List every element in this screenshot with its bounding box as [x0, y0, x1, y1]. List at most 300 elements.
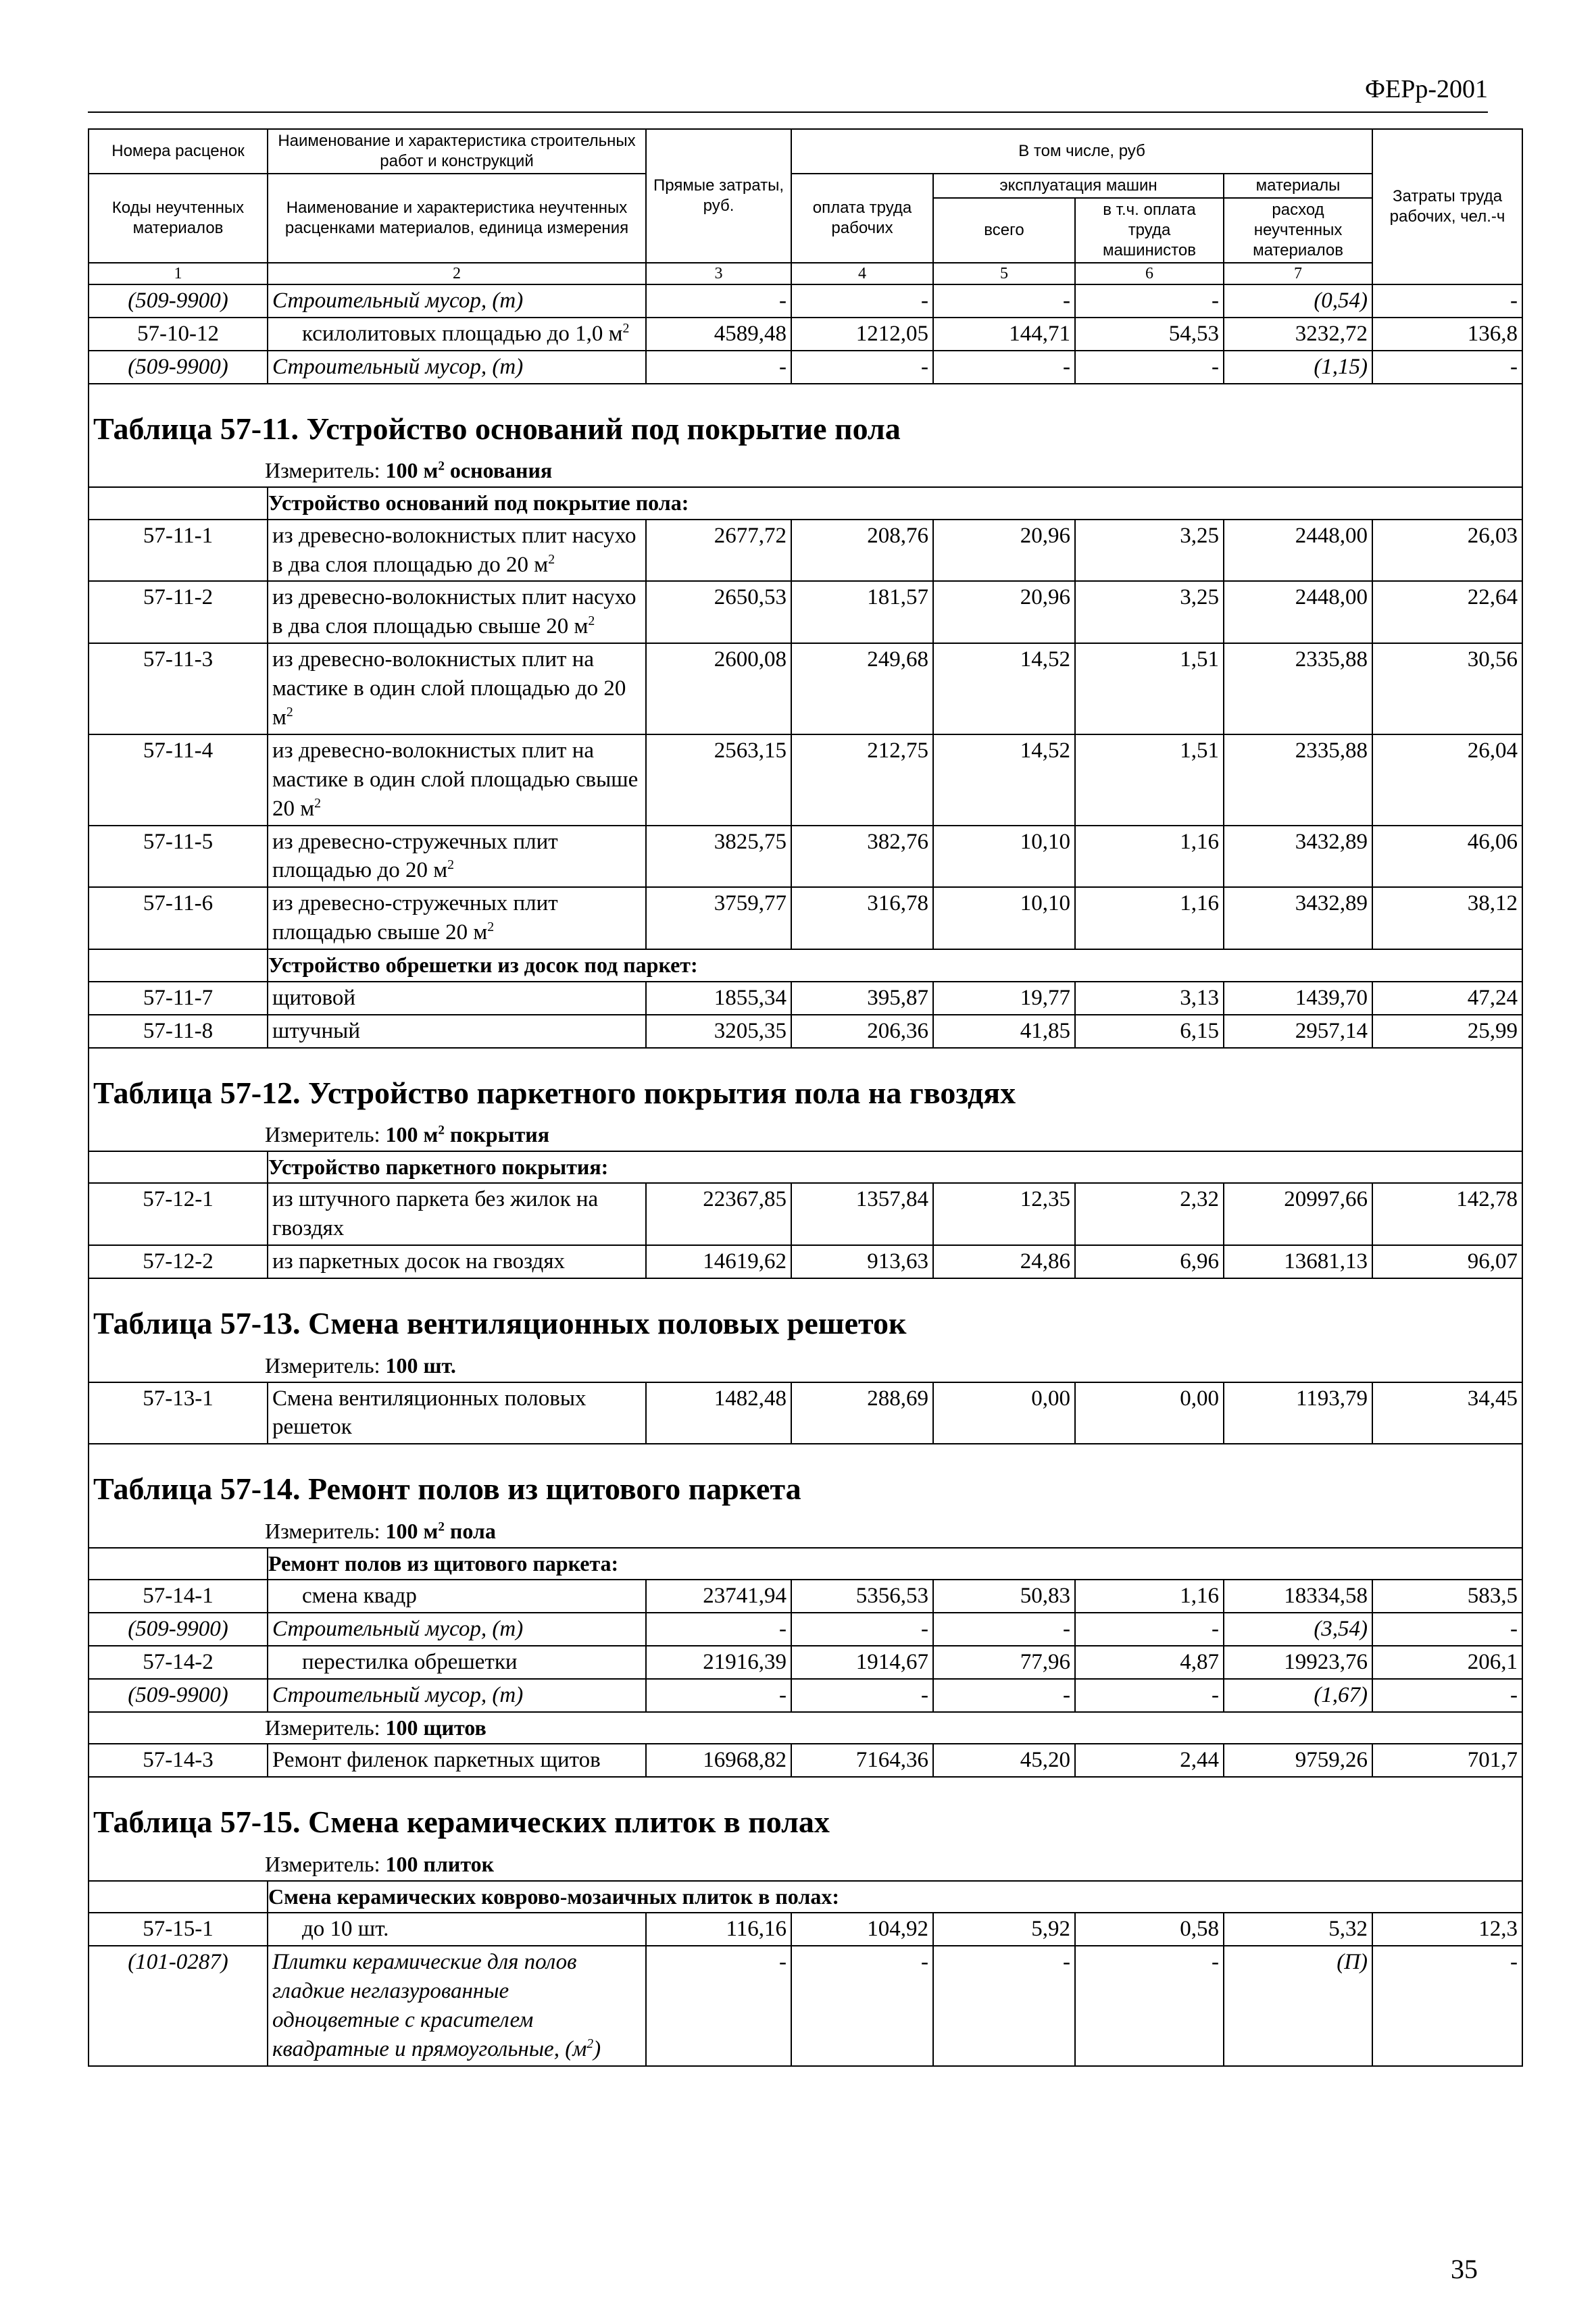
labor-pay-value: 249,68	[791, 643, 933, 734]
material-row	[89, 1613, 1522, 1646]
rate-name-text: из штучного паркета без жилок на гвоздях	[272, 1187, 599, 1241]
norms-table	[88, 128, 1523, 2067]
rate-name-text: штучный	[272, 1018, 360, 1043]
rate-name	[268, 982, 646, 1015]
materials-value: 18334,58	[1224, 1580, 1372, 1613]
table-title: Таблица 57-12. Устройство паркетного покрытия пола на гвоздях	[89, 1048, 1522, 1120]
col-machines-total: всего	[933, 198, 1075, 263]
labor-cost-value: 47,24	[1372, 982, 1522, 1015]
table-title-row	[89, 1278, 1522, 1351]
labor-cost-value: -	[1372, 284, 1522, 318]
table-header	[89, 129, 1522, 284]
col-num: 6	[1075, 263, 1224, 284]
labor-pay-value: 1357,84	[791, 1183, 933, 1245]
rate-name-text: из древесно-стружечных плит площадью свыше 20 м	[272, 891, 558, 945]
rate-name-text: из древесно-волокнистых плит насухо в два слоя площадью свыше 20 м	[272, 585, 637, 639]
direct-cost-value: 21916,39	[646, 1646, 791, 1679]
col-name-top: Наименование и характеристика строительных работ и конструкций	[268, 129, 646, 174]
table-title: Таблица 57-13. Смена вентиляционных половых решеток	[89, 1278, 1522, 1351]
materials-value: 1439,70	[1224, 982, 1372, 1015]
materials-value: 20997,66	[1224, 1183, 1372, 1245]
labor-cost-value: 34,45	[1372, 1382, 1522, 1444]
measure-value	[386, 1122, 550, 1147]
materials-value: 9759,26	[1224, 1744, 1372, 1777]
materials-value: (1,15)	[1224, 351, 1372, 384]
measure-value-text: 100 м	[385, 1519, 439, 1544]
measure-superscript: 2	[438, 1123, 445, 1138]
labor-pay-value: -	[791, 1946, 933, 2066]
rate-name	[268, 318, 646, 351]
rate-code: 57-14-3	[89, 1744, 268, 1777]
measure-unit	[89, 1120, 1522, 1151]
col-num: 7	[1224, 263, 1372, 284]
machines-total-value: 10,10	[933, 826, 1075, 888]
labor-cost-value: 26,04	[1372, 734, 1522, 826]
table-body	[89, 284, 1522, 2066]
measure-row	[89, 1516, 1522, 1548]
direct-cost-value: 16968,82	[646, 1744, 791, 1777]
machines-driver-value: 1,16	[1075, 1580, 1224, 1613]
group-heading-row	[89, 487, 1522, 520]
group-spacer	[89, 1548, 268, 1580]
page-number: 35	[1451, 2254, 1478, 2284]
measure-superscript: 2	[438, 459, 445, 474]
machines-total-value: 144,71	[933, 318, 1075, 351]
group-heading-row	[89, 1151, 1522, 1184]
rate-row	[89, 1744, 1522, 1777]
machines-driver-value: 4,87	[1075, 1646, 1224, 1679]
group-spacer	[89, 1151, 268, 1184]
labor-cost-value: -	[1372, 1946, 1522, 2066]
rate-code: 57-14-2	[89, 1646, 268, 1679]
rate-row	[89, 1015, 1522, 1048]
machines-total-value: -	[933, 351, 1075, 384]
col-code-top: Номера расценок	[89, 129, 268, 174]
direct-cost-value: 116,16	[646, 1913, 791, 1946]
measure-value	[386, 1852, 495, 1876]
rate-code: 57-15-1	[89, 1913, 268, 1946]
measure-row	[89, 1351, 1522, 1382]
rate-row	[89, 1646, 1522, 1679]
labor-cost-value: -	[1372, 1613, 1522, 1646]
rate-name	[268, 1015, 646, 1048]
materials-value: 13681,13	[1224, 1245, 1372, 1278]
rate-name	[268, 643, 646, 734]
rate-name-text: Строительный мусор, (т)	[272, 1617, 524, 1642]
direct-cost-value: 2563,15	[646, 734, 791, 826]
measure-unit	[89, 455, 1522, 487]
machines-total-value: 5,92	[933, 1913, 1075, 1946]
rate-name	[268, 1183, 646, 1245]
rate-name	[268, 887, 646, 949]
table-title: Таблица 57-15. Смена керамических плиток в полах	[89, 1777, 1522, 1849]
machines-total-value: 14,52	[933, 734, 1075, 826]
col-num: 5	[933, 263, 1075, 284]
labor-cost-value: 38,12	[1372, 887, 1522, 949]
measure-unit	[89, 1516, 1522, 1548]
rate-name-text: смена квадр	[302, 1584, 417, 1609]
rate-name-text: до 10 шт.	[302, 1917, 389, 1942]
rate-code: 57-11-5	[89, 826, 268, 888]
unit-superscript: 2	[548, 551, 555, 567]
labor-cost-value: 30,56	[1372, 643, 1522, 734]
measure-label: Измеритель:	[265, 458, 386, 483]
direct-cost-value: 2677,72	[646, 520, 791, 582]
rate-row	[89, 581, 1522, 643]
rate-name	[268, 826, 646, 888]
unit-superscript: 2	[286, 705, 293, 720]
materials-value: 5,32	[1224, 1913, 1372, 1946]
rate-code: 57-11-7	[89, 982, 268, 1015]
material-row	[89, 1946, 1522, 2066]
material-row	[89, 284, 1522, 318]
group-spacer	[89, 949, 268, 982]
rate-code: (509-9900)	[89, 351, 268, 384]
group-heading: Устройство оснований под покрытие пола:	[268, 487, 1522, 520]
rate-row	[89, 1382, 1522, 1444]
direct-cost-value: 4589,48	[646, 318, 791, 351]
measure-value-text: 100 м	[385, 1122, 439, 1147]
measure-value-text: 100 щитов	[385, 1715, 487, 1740]
machines-total-value: -	[933, 1946, 1075, 2066]
group-heading: Смена керамических коврово-мозаичных плиток в полах:	[268, 1881, 1522, 1913]
machines-driver-value: 6,15	[1075, 1015, 1224, 1048]
rate-name	[268, 1245, 646, 1278]
measure-value-text: 100 м	[385, 458, 439, 483]
rate-name	[268, 734, 646, 826]
rate-row	[89, 318, 1522, 351]
direct-cost-value: 2600,08	[646, 643, 791, 734]
direct-cost-value: 2650,53	[646, 581, 791, 643]
direct-cost-value: -	[646, 1679, 791, 1712]
measure-label: Измеритель:	[265, 1353, 386, 1378]
measure-label: Измеритель:	[265, 1122, 386, 1147]
direct-cost-value: 22367,85	[646, 1183, 791, 1245]
machines-total-value: 77,96	[933, 1646, 1075, 1679]
rate-code: 57-11-6	[89, 887, 268, 949]
labor-pay-value: 913,63	[791, 1245, 933, 1278]
labor-pay-value: 104,92	[791, 1913, 933, 1946]
labor-pay-value: 382,76	[791, 826, 933, 888]
machines-total-value: 14,52	[933, 643, 1075, 734]
rate-row	[89, 734, 1522, 826]
rate-code: 57-12-2	[89, 1245, 268, 1278]
labor-pay-value: 181,57	[791, 581, 933, 643]
labor-cost-value: 12,3	[1372, 1913, 1522, 1946]
machines-driver-value: -	[1075, 1679, 1224, 1712]
measure-tail: покрытия	[444, 1122, 550, 1147]
labor-pay-value: 212,75	[791, 734, 933, 826]
rate-name-text: из древесно-стружечных плит площадью до 20 м	[272, 829, 558, 883]
col-machines-driver: в т.ч. оплата труда машинистов	[1075, 198, 1224, 263]
col-num: 4	[791, 263, 933, 284]
rate-name	[268, 1580, 646, 1613]
rate-code: 57-11-3	[89, 643, 268, 734]
materials-value: (0,54)	[1224, 284, 1372, 318]
table-title-row	[89, 1444, 1522, 1516]
rate-row	[89, 1183, 1522, 1245]
machines-total-value: -	[933, 1679, 1075, 1712]
measure-label: Измеритель:	[265, 1852, 386, 1877]
labor-cost-value: 583,5	[1372, 1580, 1522, 1613]
machines-driver-value: 2,44	[1075, 1744, 1224, 1777]
rate-name	[268, 351, 646, 384]
measure-value-text: 100 плиток	[385, 1852, 495, 1877]
measure-unit	[89, 1351, 1522, 1382]
machines-driver-value: 3,25	[1075, 581, 1224, 643]
measure-row	[89, 1120, 1522, 1151]
materials-value: (П)	[1224, 1946, 1372, 2066]
rate-row	[89, 1580, 1522, 1613]
machines-driver-value: 0,00	[1075, 1382, 1224, 1444]
labor-pay-value: -	[791, 1613, 933, 1646]
group-spacer	[89, 1881, 268, 1913]
direct-cost-value: 1482,48	[646, 1382, 791, 1444]
materials-value: 3432,89	[1224, 826, 1372, 888]
direct-cost-value: -	[646, 1946, 791, 2066]
rate-code: (509-9900)	[89, 284, 268, 318]
materials-value: 19923,76	[1224, 1646, 1372, 1679]
materials-value: 2448,00	[1224, 520, 1372, 582]
labor-pay-value: 316,78	[791, 887, 933, 949]
col-machines: эксплуатация машин	[933, 174, 1224, 198]
labor-pay-value: 208,76	[791, 520, 933, 582]
unit-superscript: 2	[487, 920, 495, 935]
labor-cost-value: 96,07	[1372, 1245, 1522, 1278]
materials-value: 1193,79	[1224, 1382, 1372, 1444]
rate-name	[268, 1913, 646, 1946]
rate-name-text: Строительный мусор, (т)	[272, 354, 524, 379]
rate-row	[89, 1913, 1522, 1946]
labor-pay-value: 395,87	[791, 982, 933, 1015]
material-row	[89, 351, 1522, 384]
group-spacer	[89, 487, 268, 520]
table-title-row	[89, 1048, 1522, 1120]
col-code-bottom: Коды неучтенных материалов	[89, 174, 268, 263]
rate-name	[268, 1382, 646, 1444]
machines-driver-value: 6,96	[1075, 1245, 1224, 1278]
rate-name	[268, 284, 646, 318]
rate-row	[89, 643, 1522, 734]
materials-value: 2448,00	[1224, 581, 1372, 643]
machines-total-value: 50,83	[933, 1580, 1075, 1613]
col-labor-pay: оплата труда рабочих	[791, 174, 933, 263]
col-direct: Прямые затраты, руб.	[646, 129, 791, 263]
machines-driver-value: -	[1075, 1946, 1224, 2066]
labor-cost-value: 136,8	[1372, 318, 1522, 351]
rate-code: (101-0287)	[89, 1946, 268, 2066]
labor-pay-value: -	[791, 1679, 933, 1712]
rate-name-text: Строительный мусор, (т)	[272, 1682, 524, 1707]
table-title: Таблица 57-11. Устройство оснований под покрытие пола	[89, 384, 1522, 456]
materials-value: 2335,88	[1224, 643, 1372, 734]
labor-pay-value: 1914,67	[791, 1646, 933, 1679]
measure-value	[386, 458, 553, 482]
machines-total-value: 0,00	[933, 1382, 1075, 1444]
measure-tail: основания	[444, 458, 553, 483]
machines-driver-value: -	[1075, 1613, 1224, 1646]
labor-pay-value: 288,69	[791, 1382, 933, 1444]
machines-driver-value: 3,25	[1075, 520, 1224, 582]
machines-driver-value: 1,16	[1075, 826, 1224, 888]
direct-cost-value: -	[646, 1613, 791, 1646]
group-heading-row	[89, 1881, 1522, 1913]
rate-row	[89, 1245, 1522, 1278]
rate-name	[268, 1646, 646, 1679]
labor-cost-value: 22,64	[1372, 581, 1522, 643]
rate-name-text: перестилка обрешетки	[302, 1650, 518, 1675]
rate-name	[268, 1679, 646, 1712]
machines-driver-value: 54,53	[1075, 318, 1224, 351]
labor-pay-value: 1212,05	[791, 318, 933, 351]
machines-total-value: 41,85	[933, 1015, 1075, 1048]
materials-value: 3232,72	[1224, 318, 1372, 351]
machines-total-value: -	[933, 1613, 1075, 1646]
labor-pay-value: 206,36	[791, 1015, 933, 1048]
group-heading: Устройство обрешетки из досок под паркет:	[268, 949, 1522, 982]
rate-code: 57-11-8	[89, 1015, 268, 1048]
rate-name-text: Плитки керамические для полов гладкие неглазурованные одноцветные с красителем квадратные и прямоугольные, (м	[272, 1950, 587, 2061]
rate-code: 57-12-1	[89, 1183, 268, 1245]
machines-total-value: 20,96	[933, 520, 1075, 582]
labor-cost-value: 142,78	[1372, 1183, 1522, 1245]
direct-cost-value: 23741,94	[646, 1580, 791, 1613]
column-number-row	[89, 263, 1522, 284]
direct-cost-value: -	[646, 351, 791, 384]
table-title-row	[89, 384, 1522, 456]
machines-total-value: 20,96	[933, 581, 1075, 643]
rate-name-text: щитовой	[272, 985, 356, 1010]
rate-code: 57-11-1	[89, 520, 268, 582]
col-labor-cost: Затраты труда рабочих, чел.-ч	[1372, 129, 1522, 284]
labor-cost-value: 46,06	[1372, 826, 1522, 888]
labor-pay-value: 5356,53	[791, 1580, 933, 1613]
direct-cost-value: 3825,75	[646, 826, 791, 888]
measure-superscript: 2	[438, 1519, 445, 1534]
labor-cost-value: 25,99	[1372, 1015, 1522, 1048]
unit-superscript: 2	[587, 2036, 594, 2051]
rate-name-text: из древесно-волокнистых плит на мастике в один слой площадью свыше 20 м	[272, 738, 639, 821]
col-incl: В том числе, руб	[791, 129, 1372, 174]
direct-cost-value: 1855,34	[646, 982, 791, 1015]
measure-row	[89, 1712, 1522, 1744]
rate-row	[89, 520, 1522, 582]
measure-tail: пола	[444, 1519, 496, 1544]
machines-driver-value: 0,58	[1075, 1913, 1224, 1946]
group-heading-row	[89, 1548, 1522, 1580]
measure-unit	[89, 1849, 1522, 1881]
rate-code: 57-14-1	[89, 1580, 268, 1613]
machines-driver-value: 1,51	[1075, 643, 1224, 734]
direct-cost-value: 14619,62	[646, 1245, 791, 1278]
measure-value-text: 100 шт.	[385, 1353, 456, 1378]
rate-code: 57-10-12	[89, 318, 268, 351]
norms-table-wrap	[88, 128, 1522, 2067]
col-materials: материалы	[1224, 174, 1372, 198]
group-heading: Устройство паркетного покрытия:	[268, 1151, 1522, 1184]
measure-unit	[89, 1712, 1522, 1744]
materials-value: 3432,89	[1224, 887, 1372, 949]
rate-name-text: Смена вентиляционных половых решеток	[272, 1386, 587, 1440]
measure-value	[386, 1519, 496, 1543]
machines-driver-value: 2,32	[1075, 1183, 1224, 1245]
materials-value: (1,67)	[1224, 1679, 1372, 1712]
unit-superscript: 2	[622, 320, 630, 336]
measure-label: Измеритель:	[265, 1519, 386, 1544]
rate-name-text: Ремонт филенок паркетных щитов	[272, 1748, 601, 1773]
machines-driver-value: -	[1075, 284, 1224, 318]
labor-pay-value: -	[791, 351, 933, 384]
unit-superscript: 2	[588, 613, 595, 629]
measure-value	[386, 1715, 487, 1740]
col-materials-unacc: расход неучтенных материалов	[1224, 198, 1372, 263]
rate-name	[268, 1946, 646, 2066]
rate-code: 57-13-1	[89, 1382, 268, 1444]
rate-row	[89, 982, 1522, 1015]
group-heading: Ремонт полов из щитового паркета:	[268, 1548, 1522, 1580]
direct-cost-value: 3205,35	[646, 1015, 791, 1048]
labor-cost-value: -	[1372, 351, 1522, 384]
machines-total-value: 45,20	[933, 1744, 1075, 1777]
unit-superscript: 2	[314, 795, 322, 811]
machines-total-value: -	[933, 284, 1075, 318]
group-heading-row	[89, 949, 1522, 982]
materials-value: (3,54)	[1224, 1613, 1372, 1646]
document-code: ФЕРр-2001	[1364, 75, 1488, 103]
labor-cost-value: 701,7	[1372, 1744, 1522, 1777]
measure-row	[89, 455, 1522, 487]
machines-driver-value: 1,51	[1075, 734, 1224, 826]
rate-name-text: ксилолитовых площадью до 1,0 м	[302, 321, 623, 346]
machines-driver-value: 3,13	[1075, 982, 1224, 1015]
measure-value	[386, 1353, 456, 1378]
rate-name-text: Строительный мусор, (т)	[272, 288, 524, 313]
rate-name	[268, 581, 646, 643]
unit-superscript: 2	[447, 857, 454, 873]
rate-code: 57-11-4	[89, 734, 268, 826]
col-num: 1	[89, 263, 268, 284]
col-name-bottom: Наименование и характеристика неучтенных расценками материалов, единица измерения	[268, 174, 646, 263]
rate-name-text: из древесно-волокнистых плит насухо в два слоя площадью до 20 м	[272, 523, 637, 577]
rate-name-text: из паркетных досок на гвоздях	[272, 1249, 566, 1274]
direct-cost-value: 3759,77	[646, 887, 791, 949]
material-row	[89, 1679, 1522, 1712]
labor-cost-value: 206,1	[1372, 1646, 1522, 1679]
materials-value: 2957,14	[1224, 1015, 1372, 1048]
rate-name-text: из древесно-волокнистых плит на мастике в один слой площадью до 20 м	[272, 647, 626, 730]
labor-pay-value: 7164,36	[791, 1744, 933, 1777]
rate-name	[268, 1613, 646, 1646]
machines-total-value: 19,77	[933, 982, 1075, 1015]
table-title: Таблица 57-14. Ремонт полов из щитового паркета	[89, 1444, 1522, 1516]
labor-cost-value: 26,03	[1372, 520, 1522, 582]
table-title-row	[89, 1777, 1522, 1849]
rate-code: (509-9900)	[89, 1679, 268, 1712]
materials-value: 2335,88	[1224, 734, 1372, 826]
machines-driver-value: -	[1075, 351, 1224, 384]
machines-total-value: 12,35	[933, 1183, 1075, 1245]
labor-pay-value: -	[791, 284, 933, 318]
machines-driver-value: 1,16	[1075, 887, 1224, 949]
rate-name-tail: )	[593, 2036, 601, 2061]
col-num: 3	[646, 263, 791, 284]
measure-row	[89, 1849, 1522, 1881]
machines-total-value: 24,86	[933, 1245, 1075, 1278]
col-num: 2	[268, 263, 646, 284]
rate-row	[89, 887, 1522, 949]
header-rule	[88, 111, 1488, 113]
labor-cost-value: -	[1372, 1679, 1522, 1712]
